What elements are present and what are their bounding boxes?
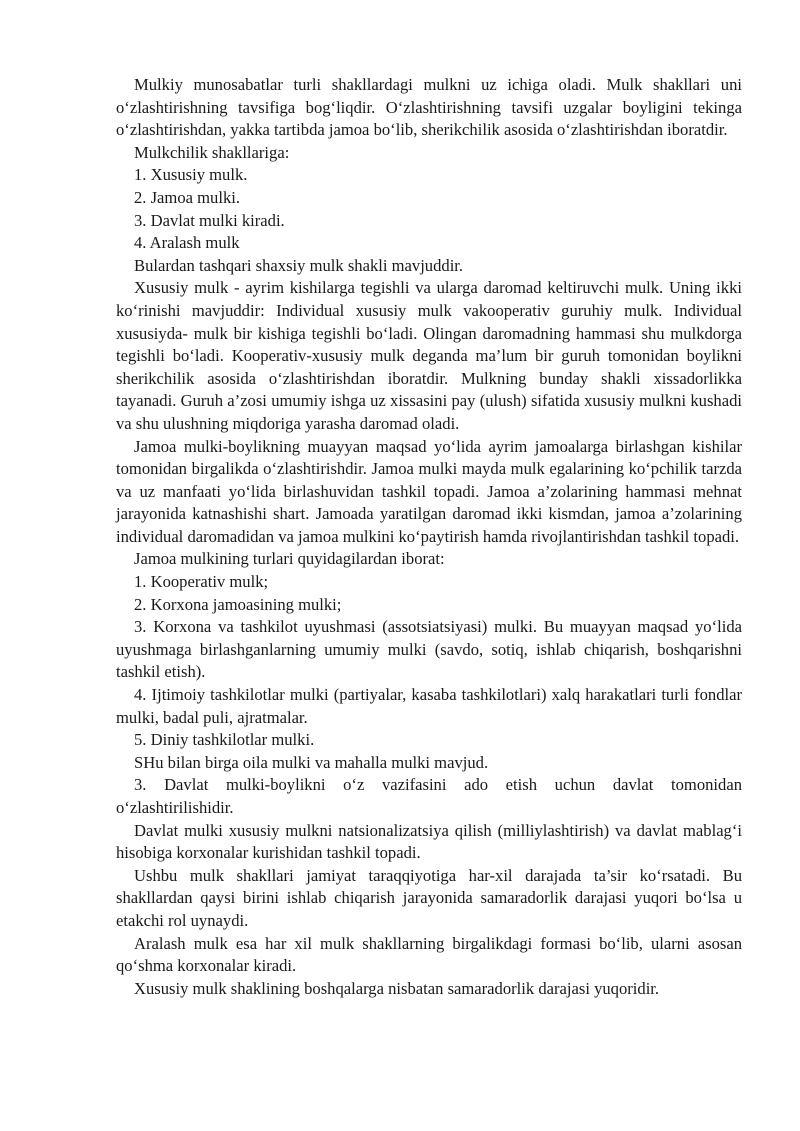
paragraph-state-origin: Davlat mulki xususiy mulkni natsionalizatsiya qilish (milliylashtirish) va davlat mablag‘i hisobiga korxonalar kurishidan tashkil topadi. xyxy=(116,820,742,863)
list-item-public-organizations: 4. Ijtimoiy tashkilotlar mulki (partiyalar, kasaba tashkilotlari) xalq harakatlari turli fondlar mulki, badal puli, ajratmalar. xyxy=(116,685,742,727)
paragraph-family-mahalla: SHu bilan birga oila mulki va mahalla mulki mavjud. xyxy=(134,752,489,772)
list-item-collective: 2. Jamoa mulki. xyxy=(134,187,241,207)
document-page xyxy=(116,74,742,1000)
paragraph-influence: Ushbu mulk shakllari jamiyat taraqqiyotiga har-xil darajada ta’sir ko‘rsatadi. Bu shakllardan qaysi birini ishlab chiqarish jarayonida samaradorlik darajasi yuqori bo‘lsa u etakchi rol uynaydi. xyxy=(116,865,742,930)
list-item-association: 3. Korxona va tashkilot uyushmasi (assotsiatsiyasi) mulki. Bu muayyan maqsad yo‘lida uyushmaga birlashganlarning umumiy mulki (savdo, sotiq, ishlab chiqarish, boshqarishni tashkil etish). xyxy=(116,617,742,682)
paragraph-mixed-property: Aralash mulk esa har xil mulk shakllarning birgalikdagi formasi bo‘lib, ularni asosan qo‘shma korxonalar kiradi. xyxy=(116,933,742,976)
paragraph-state-property: 3. Davlat mulki-boylikni o‘z vazifasini ado etish uchun davlat tomonidan o‘zlashtirilishidir. xyxy=(116,775,742,817)
paragraph-private-property: Xususiy mulk - ayrim kishilarga tegishli va ularga daromad keltiruvchi mulk. Uning ikki ko‘rinishi mavjuddir: Individual xususiy mulk vakooperativ guruhiy mulk. Individual xususiyda- mulk bir kishiga tegishli bo‘ladi. Olingan daromadning hammasi shu mulkdorga tegishli bo‘ladi. Kooperativ-xususiy mulk deganda ma’lum bir guruh tomonidan boylikni sherikchilik asosida o‘zlashtirishdan iboratdir. Mulkning bunday shakli xissadorlikka tayanadi. Guruh a’zosi umumiy ishga uz xissasini pay (ulush) sifatida xususiy mulkni kushadi va shu ulushning miqdoriga yarasha daromad oladi. xyxy=(116,278,742,433)
list-item-enterprise-collective: 2. Korxona jamoasining mulki; xyxy=(134,594,342,614)
list-item-mixed: 4. Aralash mulk xyxy=(134,233,240,253)
paragraph-personal-property: Bulardan tashqari shaxsiy mulk shakli mavjuddir. xyxy=(134,255,464,275)
list-item-state: 3. Davlat mulki kiradi. xyxy=(134,210,285,230)
paragraph-collective-property: Jamoa mulki-boylikning muayyan maqsad yo‘lida ayrim jamoalarga birlashgan kishilar tomonidan birgalikda o‘zlashtirishdir. Jamoa mulki mayda mulk egalarining ko‘pchilik tarzda va uz manfaati yo‘lida birlashuvidan tashkil topadi. Jamoa a’zolarining hammasi mehnat jarayonida katnashishi shart. Jamoada yaratilgan daromad ikki kismdan, jamoa a’zolarining individual daromadidan va jamoa mulkini ko‘paytirish hamda rivojlantirishdan tashkil topadi. xyxy=(116,436,742,546)
list-item-private: 1. Xususiy mulk. xyxy=(134,165,248,185)
paragraph-conclusion: Xususiy mulk shaklining boshqalarga nisbatan samaradorlik darajasi yuqoridir. xyxy=(134,978,660,998)
paragraph-collective-types-heading: Jamoa mulkining turlari quyidagilardan iborat: xyxy=(134,549,445,569)
list-item-religious: 5. Diniy tashkilotlar mulki. xyxy=(134,730,315,750)
paragraph-intro: Mulkiy munosabatlar turli shakllardagi mulkni uz ichiga oladi. Mulk shakllari uni o‘zlashtirishning tavsifiga bog‘liqdir. O‘zlashtirishning tavsifi uzgalar boyligini tekinga o‘zlashtirishdan, yakka tartibda jamoa bo‘lib, sherikchilik asosida o‘zlashtirishdan iboratdir. xyxy=(116,75,742,140)
list-item-cooperative: 1. Kooperativ mulk; xyxy=(134,572,269,592)
paragraph-forms-heading: Mulkchilik shakllariga: xyxy=(134,142,290,162)
